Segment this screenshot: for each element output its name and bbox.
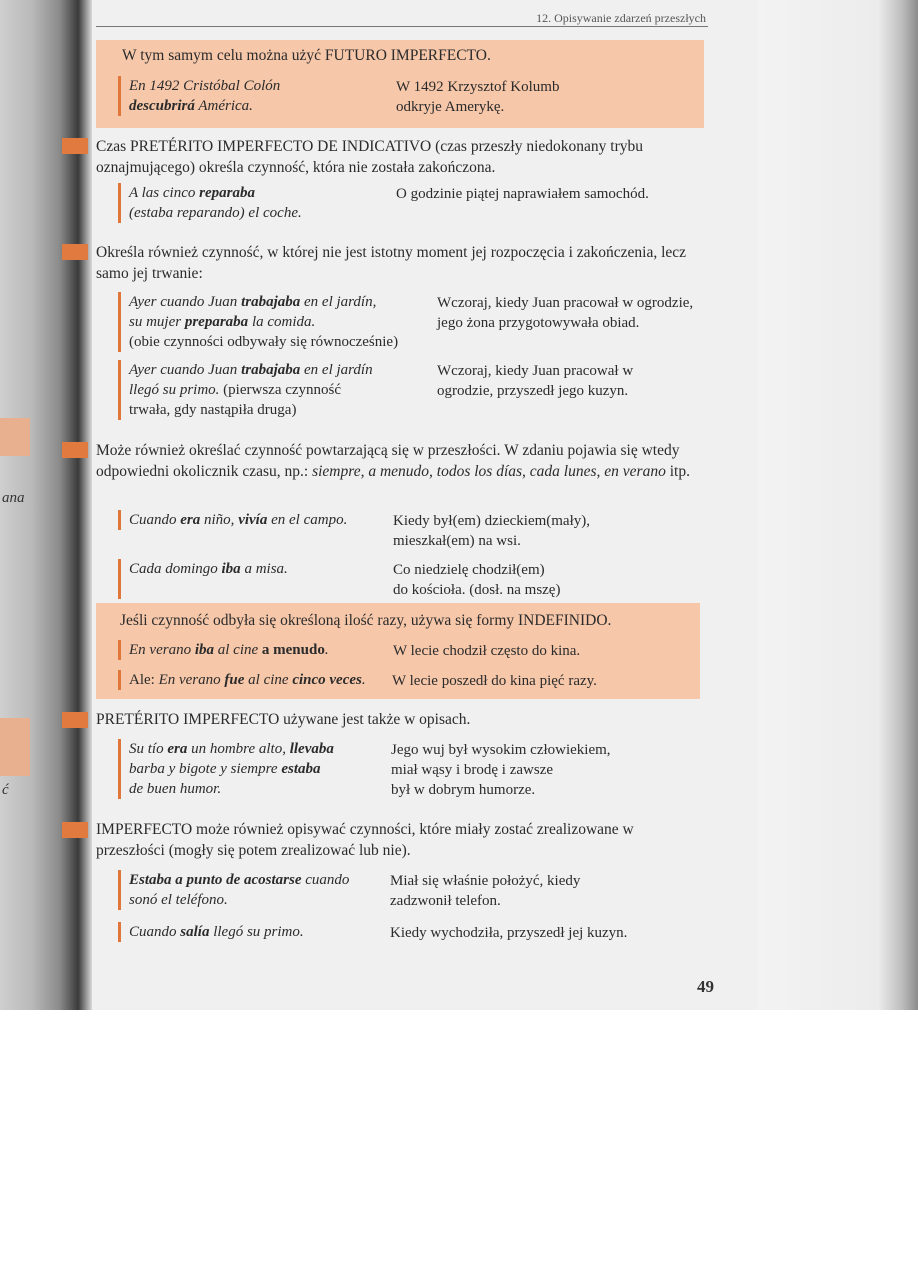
example-translation: Co niedzielę chodził(em) do kościoła. (dosł. na mszę) <box>393 562 561 598</box>
example-spanish: Ayer cuando Juan trabajaba en el jardín llegó su primo. (pierwsza czynność trwała, gdy nastąpiła druga) <box>118 360 429 420</box>
section-marker <box>62 822 88 838</box>
paragraph: Czas PRETÉRITO IMPERFECTO DE INDICATIVO (czas przeszły niedokonany trybu oznajmującego) określa czynność, która nie została zakończona. <box>96 138 644 176</box>
paragraph: PRETÉRITO IMPERFECTO używane jest także w opisach. <box>96 711 471 728</box>
margin-tab <box>0 418 30 456</box>
running-header: 12. Opisywanie zdarzeń przeszłych <box>536 11 706 25</box>
margin-tab <box>0 718 30 776</box>
example-translation: O godzinie piątej naprawiałem samochód. <box>396 186 649 202</box>
example-translation: Wczoraj, kiedy Juan pracował w ogrodzie, przyszedł jego kuzyn. <box>437 363 634 399</box>
paragraph: IMPERFECTO może również opisywać czynności, które miały zostać zrealizowane w przeszłości (mogły się potem zrealizować lub nie). <box>96 821 634 859</box>
example-translation: W lecie poszedł do kina pięć razy. <box>392 673 597 689</box>
example-spanish: Cuando salía llegó su primo. <box>118 922 389 942</box>
example-spanish: Ale: En verano fue al cine cinco veces. <box>118 670 399 690</box>
box-text: Jeśli czynność odbyła się określoną ilość razy, używa się formy INDEFINIDO. <box>120 612 612 629</box>
example-translation: Jego wuj był wysokim człowiekiem, miał wąsy i brodę i zawsze był w dobrym humorze. <box>391 742 611 798</box>
example-translation: Kiedy był(em) dzieckiem(mały), mieszkał(em) na wsi. <box>393 513 591 549</box>
section-marker <box>62 244 88 260</box>
margin-fragment: ana <box>2 490 25 506</box>
example-translation: W lecie chodził często do kina. <box>393 643 581 659</box>
example-translation: W 1492 Krzysztof Kolumb odkryje Amerykę. <box>396 79 560 115</box>
box-text: W tym samym celu można użyć FUTURO IMPERFECTO. <box>122 47 491 64</box>
example-spanish: Ayer cuando Juan trabajaba en el jardín, su mujer preparaba la comida. (obie czynności odbywały się równocześnie) <box>118 292 429 352</box>
example-spanish: A las cinco reparaba (estaba reparando) el coche. <box>118 183 379 223</box>
example-spanish: En verano iba al cine a menudo. <box>118 640 389 660</box>
example-translation: Kiedy wychodziła, przyszedł jej kuzyn. <box>390 925 628 941</box>
example-spanish: Cada domingo iba a misa. <box>118 559 389 599</box>
example-spanish: En 1492 Cristóbal Colón descubrirá América. <box>118 76 379 116</box>
header-rule <box>96 26 708 27</box>
example-spanish: Su tío era un hombre alto, llevaba barba y bigote y siempre estaba de buen humor. <box>118 739 389 799</box>
right-page-edge <box>758 0 918 1010</box>
example-translation: Miał się właśnie położyć, kiedy zadzwonił telefon. <box>390 873 581 909</box>
section-marker <box>62 138 88 154</box>
paragraph: Określa również czynność, w której nie jest istotny moment jej rozpoczęcia i zakończenia, lecz samo jej trwanie: <box>96 244 687 282</box>
section-marker <box>62 442 88 458</box>
example-spanish: Estaba a punto de acostarse cuando sonó el teléfono. <box>118 870 389 910</box>
example-spanish: Cuando era niño, vivía en el campo. <box>118 510 389 530</box>
example-translation: Wczoraj, kiedy Juan pracował w ogrodzie, jego żona przygotowywała obiad. <box>437 295 694 331</box>
section-marker <box>62 712 88 728</box>
page-number: 49 <box>697 977 714 996</box>
paragraph: Może również określać czynność powtarzającą się w przeszłości. W zdaniu pojawia się wtedy odpowiedni okolicznik czasu, np.: siempre, a menudo, todos los días, cada lunes, en verano itp. <box>96 442 690 480</box>
margin-fragment: ć <box>2 782 9 798</box>
